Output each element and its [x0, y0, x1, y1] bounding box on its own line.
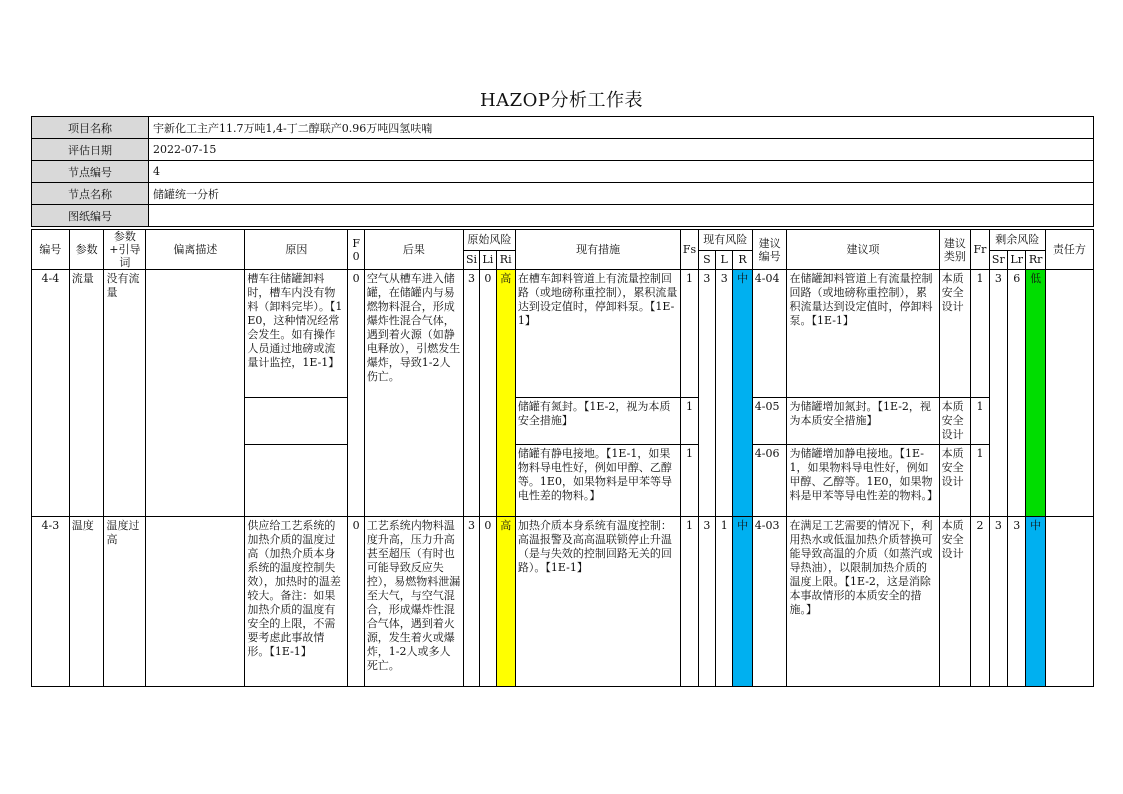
row-fs: 1: [681, 445, 698, 517]
header-cause: 原因: [245, 230, 348, 270]
row-owner: [1045, 270, 1093, 517]
header-sugg-type: 建议类别: [939, 230, 971, 270]
header-sr: Sr: [989, 250, 1007, 269]
row-sugg-type: 本质安全设计: [939, 398, 971, 445]
node-name-label: 节点名称: [32, 183, 149, 205]
row-f0: 0: [348, 270, 364, 517]
row-param: 流量: [69, 270, 104, 517]
row-ri: 高: [496, 270, 515, 517]
row-deviation: [146, 517, 245, 687]
row-sr: 3: [989, 517, 1007, 687]
header-li: Li: [480, 250, 496, 269]
row-sugg-no: 4-05: [752, 398, 787, 445]
row-sr: 3: [989, 270, 1007, 517]
row-r: 中: [733, 517, 752, 687]
row-sugg-no: 4-04: [752, 270, 787, 398]
row-measure: 加热介质本身系统有温度控制：高温报警及高高温联锁停止升温（是与失效的控制回路无关的回路）。【1E-1】: [515, 517, 680, 687]
row-suggestion: 为储罐增加氮封。【1E-2，视为本质安全措施】: [787, 398, 939, 445]
table-row[interactable]: [32, 517, 1094, 687]
header-owner: 责任方: [1045, 230, 1093, 270]
hazop-table: [31, 229, 1094, 687]
row-si: 3: [463, 517, 479, 687]
header-param-guide: 参数+引导词: [104, 230, 146, 270]
node-number-label: 节点编号: [32, 161, 149, 183]
drawing-number-label: 图纸编号: [32, 205, 149, 227]
row-suggestion: 在储罐卸料管道上有流量控制回路（或地磅称重控制），累积流量达到设定值时，停卸料泵。【1E-1】: [787, 270, 939, 398]
project-name-value[interactable]: 宇新化工主产11.7万吨1,4-丁二醇联产0.96万吨四氢呋喃: [149, 117, 1094, 139]
drawing-number-value[interactable]: [149, 205, 1094, 227]
row-lr: 3: [1008, 517, 1026, 687]
header-param: 参数: [69, 230, 104, 270]
node-name-value[interactable]: 储罐统一分析: [149, 183, 1094, 205]
row-fs: 1: [681, 398, 698, 445]
project-info-table: [31, 116, 1094, 227]
row-owner: [1045, 517, 1093, 687]
row-si: 3: [463, 270, 479, 517]
row-cause-empty: [245, 398, 348, 445]
row-param: 温度: [69, 517, 104, 687]
header-orig-risk: 原始风险: [463, 230, 515, 251]
header-consequence: 后果: [364, 230, 463, 270]
row-sugg-no: 4-06: [752, 445, 787, 517]
project-name-label: 项目名称: [32, 117, 149, 139]
header-f0: F0: [348, 230, 364, 270]
row-ri: 高: [496, 517, 515, 687]
eval-date-label: 评估日期: [32, 139, 149, 161]
header-l: L: [716, 250, 733, 269]
row-guide: 没有流量: [104, 270, 146, 517]
row-cause-empty: [245, 445, 348, 517]
header-lr: Lr: [1008, 250, 1026, 269]
row-measure: 储罐有静电接地。【1E-1，如果物料导电性好，例如甲醇、乙醇等。1E0，如果物料是甲苯等导电性差的物料。】: [515, 445, 680, 517]
row-sugg-type: 本质安全设计: [939, 445, 971, 517]
row-fs: 1: [681, 517, 698, 687]
header-res-risk: 剩余风险: [989, 230, 1045, 251]
row-rr: 低: [1026, 270, 1045, 517]
table-row[interactable]: [32, 270, 1094, 398]
eval-date-value[interactable]: 2022-07-15: [149, 139, 1094, 161]
row-fs: 1: [681, 270, 698, 398]
row-suggestion: 为储罐增加静电接地。【1E-1，如果物料导电性好，例如甲醇、乙醇等。1E0，如果物料是甲苯等导电性差的物料。】: [787, 445, 939, 517]
header-fs: Fs: [681, 230, 698, 270]
row-no: 4-3: [32, 517, 70, 687]
row-sugg-type: 本质安全设计: [939, 517, 971, 687]
header-fr: Fr: [971, 230, 989, 270]
row-cause: 槽车往储罐卸料时，槽车内没有物料（卸料完毕）。【1E0，这种情况经常会发生。如有操作人员通过地磅或流量计监控，1E-1】: [245, 270, 348, 398]
header-no: 编号: [32, 230, 70, 270]
row-l: 3: [716, 270, 733, 517]
row-measure: 在槽车卸料管道上有流量控制回路（或地磅称重控制），累积流量达到设定值时，停卸料泵。【1E-1】: [515, 270, 680, 398]
row-li: 0: [480, 270, 496, 517]
row-consequence: 工艺系统内物料温度升高，压力升高甚至超压（有时也可能导致反应失控），易燃物料泄漏至大气，与空气混合，形成爆炸性混合气体，遇到着火源，发生着火或爆炸，1-2人或多人死亡。: [364, 517, 463, 687]
row-consequence: 空气从槽车进入储罐，在储罐内与易燃物料混合，形成爆炸性混合气体，遇到着火源（如静电释放），引燃发生爆炸，导致1-2人伤亡。: [364, 270, 463, 517]
row-deviation: [146, 270, 245, 517]
row-s: 3: [698, 270, 715, 517]
row-sugg-type: 本质安全设计: [939, 270, 971, 398]
header-rr: Rr: [1026, 250, 1045, 269]
page-title: HAZOP分析工作表: [479, 90, 644, 111]
row-sugg-no: 4-03: [752, 517, 787, 687]
row-s: 3: [698, 517, 715, 687]
header-ri: Ri: [496, 250, 515, 269]
header-suggestion: 建议项: [787, 230, 939, 270]
row-no: 4-4: [32, 270, 70, 517]
row-rr: 中: [1026, 517, 1045, 687]
node-number-value[interactable]: 4: [149, 161, 1094, 183]
row-fr: 1: [971, 398, 989, 445]
header-r: R: [733, 250, 752, 269]
header-cur-risk: 现有风险: [698, 230, 752, 251]
row-fr: 1: [971, 270, 989, 398]
header-sugg-no: 建议编号: [752, 230, 787, 270]
row-r: 中: [733, 270, 752, 517]
row-suggestion: 在满足工艺需要的情况下，利用热水或低温加热介质替换可能导致高温的介质（如蒸汽或导热油），以限制加热介质的温度上限。【1E-2，这是消除本事故情形的本质安全的措施。】: [787, 517, 939, 687]
row-fr: 2: [971, 517, 989, 687]
row-measure: 储罐有氮封。【1E-2，视为本质安全措施】: [515, 398, 680, 445]
row-l: 1: [716, 517, 733, 687]
header-measures: 现有措施: [515, 230, 680, 270]
row-li: 0: [480, 517, 496, 687]
row-f0: 0: [348, 517, 364, 687]
row-guide: 温度过高: [104, 517, 146, 687]
row-cause: 供应给工艺系统的加热介质的温度过高（加热介质本身系统的温度控制失效），加热时的温差较大。备注：如果加热介质的温度有安全的上限，不需要考虑此事故情形。【1E-1】: [245, 517, 348, 687]
row-lr: 6: [1008, 270, 1026, 517]
header-deviation: 偏离描述: [146, 230, 245, 270]
header-s: S: [698, 250, 715, 269]
row-fr: 1: [971, 445, 989, 517]
header-si: Si: [463, 250, 479, 269]
